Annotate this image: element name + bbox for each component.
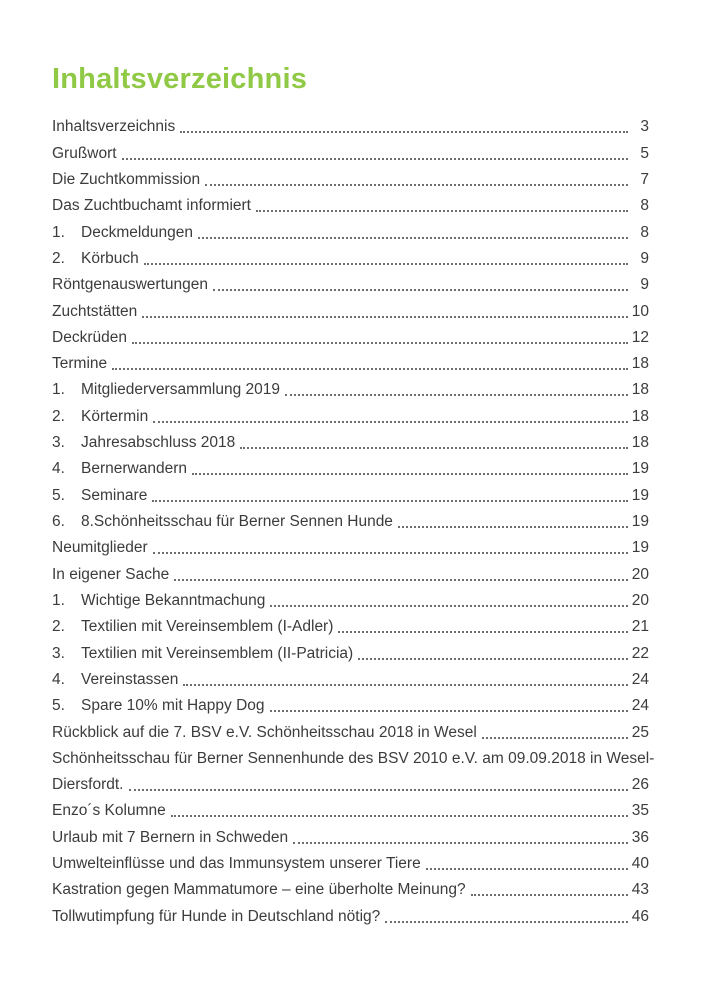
dot-leader — [171, 814, 628, 817]
toc-entry-number: 1. — [52, 591, 65, 609]
toc-entry-number: 5. — [52, 697, 65, 715]
toc-entry-page: 40 — [631, 855, 649, 873]
toc-entry-page: 21 — [631, 618, 649, 636]
toc-entry-page: 18 — [631, 434, 649, 452]
toc-entry-page: 12 — [631, 328, 649, 346]
toc-entry-label: Zuchtstätten — [52, 302, 138, 320]
toc-entry — [52, 111, 649, 137]
toc-entry-label: Umwelteinflüsse und das Immunsystem unserer Tiere — [52, 855, 421, 873]
toc-entry-label: Grußwort — [52, 144, 117, 162]
toc-entry-page: 22 — [631, 644, 649, 662]
toc-entry-page: 3 — [640, 118, 649, 136]
toc-entry-page: 24 — [631, 697, 649, 715]
toc-entry-label: Neumitglieder — [52, 539, 148, 557]
toc-entry-page: 26 — [631, 776, 649, 794]
toc-entry-label: In eigener Sache — [52, 565, 170, 583]
toc-entry-label: Seminare — [81, 486, 148, 504]
dot-leader — [132, 341, 628, 344]
dot-leader — [358, 657, 628, 660]
toc-entry-label: Körbuch — [81, 249, 139, 267]
toc-entry-page: 43 — [631, 881, 649, 899]
dot-leader — [198, 236, 628, 239]
dot-leader — [270, 709, 628, 712]
dot-leader — [256, 209, 628, 212]
dot-leader — [240, 446, 628, 449]
toc-entry — [52, 216, 649, 242]
toc-entry-label: Diersfordt. — [52, 776, 124, 794]
toc-entry-page: 18 — [631, 381, 649, 399]
toc-entry-page: 19 — [631, 513, 649, 530]
toc-entry-number: 2. — [52, 407, 65, 425]
dot-leader — [183, 683, 628, 686]
toc-entry-label: Mitgliederversammlung 2019 — [81, 381, 281, 399]
toc-entry — [52, 506, 649, 532]
dot-leader — [471, 893, 628, 896]
toc-entry-label: Spare 10% mit Happy Dog — [81, 697, 265, 715]
toc-entry-label: Termine — [52, 355, 108, 373]
toc-entry-label: Bernerwandern — [81, 460, 187, 478]
toc-entry — [52, 400, 649, 426]
dot-leader — [482, 736, 628, 739]
toc-entry — [52, 874, 649, 900]
dot-leader — [122, 157, 628, 160]
toc-entry-label: Das Zuchtbuchamt informiert — [52, 197, 251, 215]
toc-entry-page: 10 — [631, 302, 649, 320]
toc-entry-page: 8 — [640, 197, 649, 215]
toc-entry — [52, 190, 649, 216]
toc-entry-label: Jahresabschluss 2018 — [81, 434, 236, 452]
dot-leader — [293, 841, 628, 844]
toc-entry-page: 35 — [631, 802, 649, 820]
toc-entry — [52, 585, 649, 611]
toc-entry-label: Enzo´s Kolumne — [52, 802, 166, 820]
dot-leader — [144, 262, 628, 265]
toc-entry — [52, 348, 649, 374]
toc-entry-page: 18 — [631, 355, 649, 373]
dot-leader — [129, 788, 629, 791]
dot-leader — [153, 420, 628, 423]
toc-entry — [52, 664, 649, 690]
toc-entry-number: 1. — [52, 381, 65, 399]
toc-entry-page: 25 — [631, 723, 649, 741]
toc-entry-number: 2. — [52, 249, 65, 267]
toc-entry-page: 8 — [640, 223, 649, 241]
dot-leader — [398, 525, 628, 528]
dot-leader — [426, 867, 628, 870]
toc-entry — [52, 322, 649, 348]
toc-entry — [52, 795, 649, 821]
toc-entry-number: 2. — [52, 618, 65, 636]
dot-leader — [112, 367, 628, 370]
dot-leader — [192, 472, 628, 475]
toc-entry-page: 9 — [640, 276, 649, 294]
toc-entry-page: 19 — [631, 460, 649, 478]
toc-entry-number: 1. — [52, 223, 65, 241]
toc-entry-number: 5. — [52, 486, 65, 504]
toc-entry-page: 19 — [631, 539, 649, 557]
toc-entry-label: Urlaub mit 7 Bernern in Schweden — [52, 828, 289, 846]
toc-entry — [52, 269, 649, 295]
toc-entry — [52, 769, 649, 795]
toc-entry — [52, 611, 649, 637]
toc-entry-label: Tollwutimpfung für Hunde in Deutschland nötig? — [52, 907, 381, 925]
toc-entry-number: 4. — [52, 670, 65, 688]
toc-entry-label: 8.Schönheitsschau für Berner Sennen Hunde — [81, 513, 393, 530]
table-of-contents — [52, 111, 655, 927]
toc-entry-page: 24 — [631, 670, 649, 688]
toc-entry — [52, 243, 649, 269]
toc-entry-label: Deckrüden — [52, 328, 127, 346]
toc-entry — [52, 164, 649, 190]
toc-entry-number: 4. — [52, 460, 65, 478]
toc-entry — [52, 453, 649, 479]
toc-entry-label: Rückblick auf die 7. BSV e.V. Schönheitsschau 2018 in Wesel — [52, 723, 477, 741]
toc-entry-page: 18 — [631, 407, 649, 425]
toc-entry-label: Wichtige Bekanntmachung — [81, 591, 266, 609]
toc-entry-page: 20 — [631, 591, 649, 609]
toc-entry — [52, 137, 649, 163]
dot-leader — [285, 393, 628, 396]
dot-leader — [205, 183, 628, 186]
toc-entry-label: Die Zuchtkommission — [52, 170, 201, 188]
toc-entry-label: Textilien mit Vereinsemblem (II-Patricia) — [81, 644, 354, 662]
toc-entry-page: 9 — [640, 249, 649, 267]
toc-entry — [52, 900, 649, 926]
toc-entry — [52, 558, 649, 584]
toc-entry-number: 3. — [52, 434, 65, 452]
toc-entry-label: Röntgenauswertungen — [52, 276, 208, 294]
toc-entry-label: Schönheitsschau für Berner Sennenhunde des BSV 2010 e.V. am 09.09.2018 in Wesel- — [52, 749, 655, 767]
toc-entry — [52, 716, 649, 742]
dot-leader — [153, 551, 628, 554]
dot-leader — [338, 630, 628, 633]
toc-entry-page: 5 — [640, 144, 649, 162]
toc-entry-label: Textilien mit Vereinsemblem (I-Adler) — [81, 618, 334, 636]
toc-entry — [52, 374, 649, 400]
dot-leader — [385, 920, 628, 923]
toc-entry-number: 6. — [52, 513, 65, 530]
toc-entry-number: 3. — [52, 644, 65, 662]
toc-entry — [52, 690, 649, 716]
toc-entry — [52, 532, 649, 558]
toc-entry — [52, 479, 649, 505]
toc-entry-page: 46 — [631, 907, 649, 925]
toc-entry-label: Vereinstassen — [81, 670, 179, 688]
toc-entry — [52, 637, 649, 663]
toc-entry — [52, 848, 649, 874]
dot-leader — [152, 499, 628, 502]
dot-leader — [174, 578, 628, 581]
toc-entry — [52, 295, 649, 321]
toc-entry-label: Deckmeldungen — [81, 223, 194, 241]
dot-leader — [142, 315, 628, 318]
toc-entry — [52, 427, 649, 453]
dot-leader — [213, 288, 628, 291]
toc-entry — [52, 743, 655, 769]
page-title: Inhaltsverzeichnis — [52, 63, 308, 95]
toc-entry-page: 19 — [631, 486, 649, 504]
toc-entry-label: Inhaltsverzeichnis — [52, 118, 176, 136]
dot-leader — [180, 130, 628, 133]
toc-entry-page: 36 — [631, 828, 649, 846]
toc-entry-page: 7 — [640, 170, 649, 188]
toc-entry-label: Kastration gegen Mammatumore – eine überholte Meinung? — [52, 881, 466, 899]
dot-leader — [270, 604, 628, 607]
toc-entry-page: 20 — [631, 565, 649, 583]
toc-entry — [52, 821, 649, 847]
toc-entry-label: Körtermin — [81, 407, 149, 425]
